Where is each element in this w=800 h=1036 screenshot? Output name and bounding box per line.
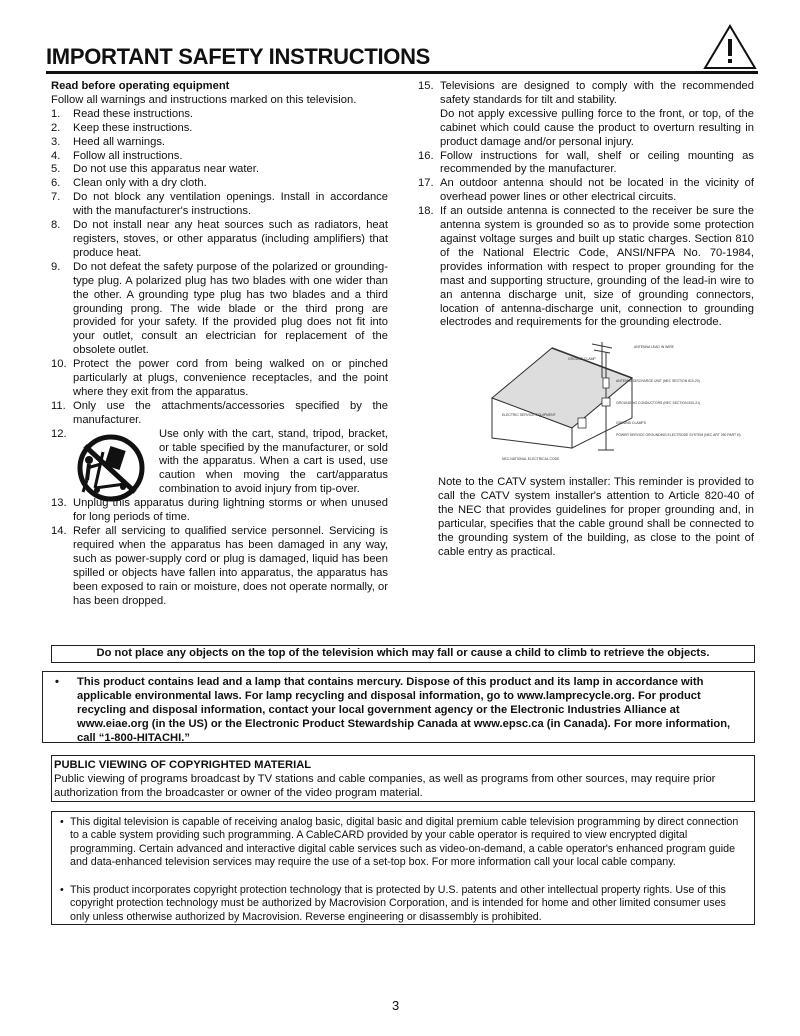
list-item: 8. Do not install near any heat sources such as radiators, heat registers, stoves, or other apparatus (including amplifiers) that produce heat. [51,219,388,259]
list-item-cart: 12. Use only with the cart, stand, tripod, bracket, or table specified by the manufacturer, or sold with the apparatus. When a cart is used, use caution when moving the cart/apparatus combination to avoid injury from tip-over. [51,428,388,498]
page-number: 3 [392,998,400,1013]
copyright-heading: PUBLIC VIEWING OF COPYRIGHTED MATERIAL [54,759,312,771]
list-item: 14. Refer all servicing to qualified service personnel. Servicing is required when the apparatus has been damaged in any way, such as power-supply cord or plug is damaged, liquid has been spilled or objects have fallen into apparatus, the apparatus has been exposed to rain or moisture, does not operate normally, or has been dropped. [51,525,388,607]
list-item: 18. If an outside antenna is connected to the receiver be sure the antenna system is grounded so as to provide some protection against voltage surges and built up static charges. Section 810 of the National Electric Code, ANSI/NFPA No. 70-1984, provides information with respect to proper grounding for the mast and supporting structure, grounding of the lead-in wire to an antenna discharge unit, size of grounding connectors, location of antenna-discharge unit, connection to grounding electrodes and requirements for the grounding electrode. [418,205,754,329]
copyright-box [51,755,755,802]
diagram-label-antenna-lead: ANTENNA LEAD IN WIRE [634,345,674,350]
diagram-label-grounding-conductors: GROUNDING CONDUCTORS (NEC SECTION 810-21) [616,401,701,406]
copyright-text: Public viewing of programs broadcast by TV stations and cable companies, as well as programs from other sources, may require prior authorization from the broadcaster or owner of the video program material. [54,772,716,799]
list-item: 3. Heed all warnings. [51,135,166,148]
list-item: 15. Televisions are designed to comply with the recommended safety standards for tilt and stability. Do not apply excessive pulling force to the front, or top, of the cabinet which could cause the product to overturn resulting in product damage and/or personal injury. [418,80,754,148]
objects-warning-text: Do not place any objects on the top of the television which may fall or cause a child to climb to retrieve the objects. [96,647,710,659]
diagram-label-discharge-unit: ANTENNA DISCHARGE UNIT (NEC SECTION 810-20) [616,379,700,384]
objects-warning-box [51,645,755,663]
list-item: 11. Only use the attachments/accessories specified by the manufacturer. [51,399,388,426]
title-rule [46,71,758,74]
list-item: 6. Clean only with a dry cloth. [51,177,207,190]
left-column [51,80,388,608]
catv-note: Note to the CATV system installer: This reminder is provided to call the CATV system installer's attention to Article 820-40 of the NEC that provides guidelines for proper grounding and, in particular, specifies that the cable ground shall be connected to the grounding system of the building, as close to the point of cable entry as practical. [438,476,754,558]
diagram-label-ground-clamps: GROUND CLAMPS [616,421,646,426]
left-intro: Follow all warnings and instructions marked on this television. [51,93,357,106]
list-item: 2. Keep these instructions. [51,121,193,134]
diagram-label-power-service: POWER SERVICE GROUNDING ELECTRODE SYSTEM (NEC ART 250 PART H) [616,433,741,438]
diagram-label-nec: NEC-NATIONAL ELECTRICAL CODE [502,457,560,462]
mercury-notice-box [42,671,755,743]
list-item: 16. Follow instructions for wall, shelf or ceiling mounting as recommended by the manufacturer. [418,149,754,176]
list-item: 7. Do not block any ventilation openings. Install in accordance with the manufacturer's instructions. [51,191,388,218]
list-item: 13. Unplug this apparatus during lightning storms or when unused for long periods of time. [51,497,388,524]
list-item: 4. Follow all instructions. [51,149,183,162]
warning-triangle-icon [703,24,757,70]
antenna-grounding-diagram [482,338,758,466]
list-item: 17. An outdoor antenna should not be located in the vicinity of overhead power lines or other electrical circuits. [418,177,754,204]
list-item: • This digital television is capable of receiving analog basic, digital basic and digital premium cable television programming by direct connection to a cable system providing such programming. A CableCARD provided by your cable operator is required to view encrypted digital programming. Certain advanced and interactive digital cable services such as video-on-demand, a cable operator's enhanced program guide and data-enhanced television services may require the use of a set-top box. For more information call your local cable company. [60,816,739,868]
cart-tipover-warning-icon [73,434,149,502]
right-column [418,80,754,560]
list-item: 9. Do not defeat the safety purpose of the polarized or grounding-type plug. A polarized plug has two blades with one wider than the other. A grounding type plug has two blades and a third grounding prong. The wide blade or the third prong are provided for your safety. If the provided plug does not fit into your outlet, consult an electrician for replacement of the obsolete outlet. [51,260,388,357]
digital-tv-box [51,811,755,925]
diagram-label-electric-service: ELECTRIC SERVICE EQUIPMENT [502,413,556,418]
list-item: 1. Read these instructions. [51,107,194,120]
list-item: 10. Protect the power cord from being walked on or pinched particularly at plugs, convenience receptacles, and the point where they exit from the apparatus. [51,358,388,398]
diagram-label-ground-clamp: GROUND CLAMP [568,357,596,362]
left-heading: Read before operating equipment [51,80,230,92]
list-item: • This product incorporates copyright protection technology that is protected by U.S. patents and other intellectual property rights. Use of this copyright protection technology must be authorized by Macrovision Corporation, and is intended for home and other limited consumer uses only unless otherwise authorized by Macrovision. Reverse engineering or disassembly is prohibited. [60,884,726,923]
mercury-notice-text: This product contains lead and a lamp that contains mercury. Dispose of this product and its lamp in accordance with applicable environmental laws. For lamp recycling and disposal information, go to www.lamprecycle.org. For product recycling and disposal information, contact your local government agency or the Electronic Industries Alliance at www.eiae.org (in the US) or the Electronic Product Stewardship Canada at www.epsc.ca (in Canada). For more information, call “1-800-HITACHI.” [77,676,731,744]
page-title: IMPORTANT SAFETY INSTRUCTIONS [46,44,431,69]
list-item: 5. Do not use this apparatus near water. [51,163,259,176]
bullet: • [55,676,59,688]
